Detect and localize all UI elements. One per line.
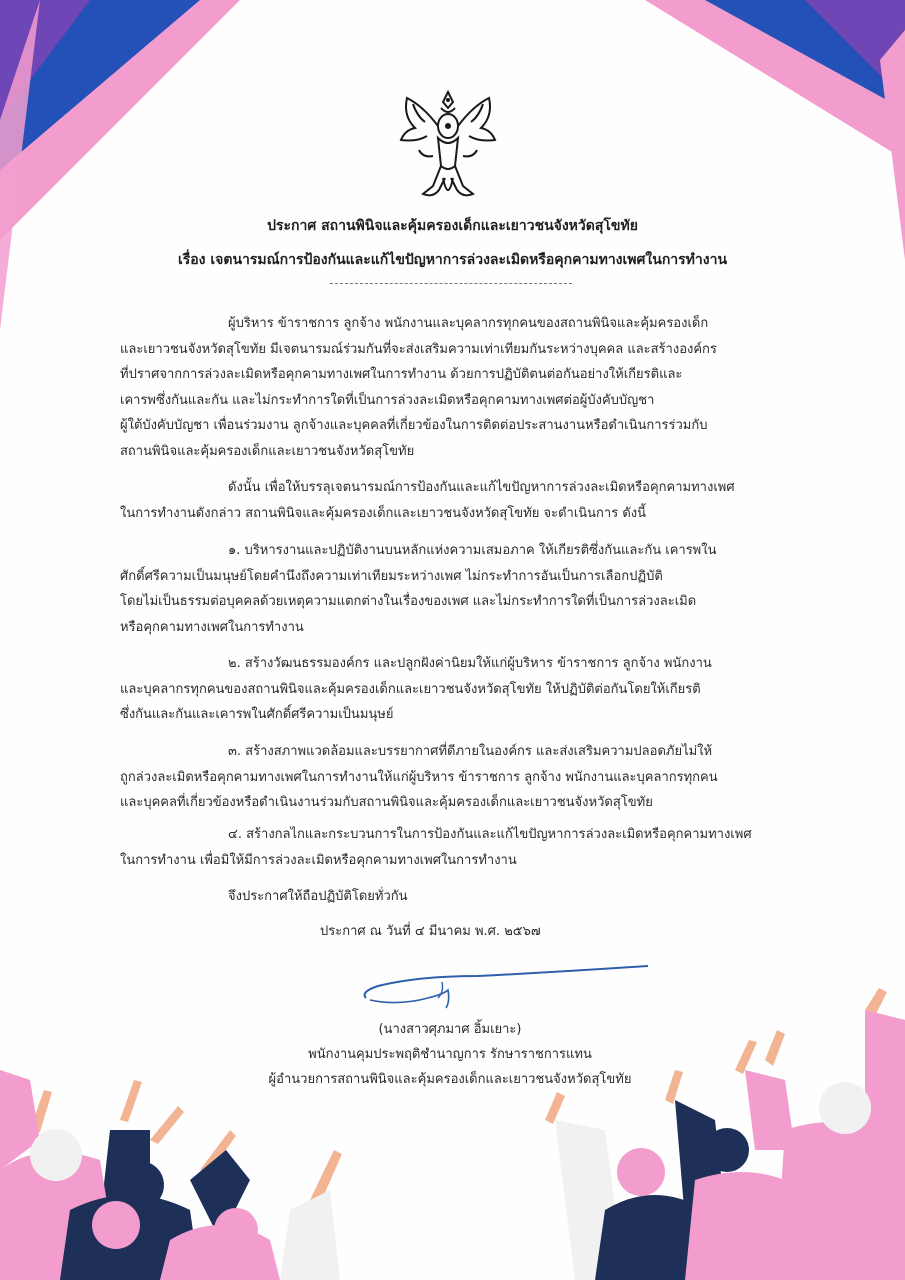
person-head xyxy=(116,1161,164,1209)
raised-hand-left xyxy=(120,1080,142,1122)
signatory-name: (นางสาวศุภมาศ อิ้มเยาะ) xyxy=(378,1022,522,1037)
person-left xyxy=(280,1190,340,1280)
item-3-line: และบุคคลที่เกี่ยวข้องหรือดำเนินงานร่วมกับสถานพินิจและคุ้มครองเด็กและเยาวชนจังหวัดสุโขทัย xyxy=(120,795,653,810)
person-head xyxy=(214,1208,258,1252)
person-head xyxy=(819,1082,871,1134)
item-2-line: และบุคลากรทุกคนของสถานพินิจและคุ้มครองเด็กและเยาวชนจังหวัดสุโขทัย ให้ปฏิบัติต่อกันโดยให้เกียรติ xyxy=(120,681,701,697)
therefore-line: ในการทำงานดังกล่าว สถานพินิจและคุ้มครองเด็กและเยาวชนจังหวัดสุโขทัย จะดำเนินการ ดังนี้ xyxy=(120,505,647,521)
item-1-paragraph xyxy=(120,538,782,640)
corner-decoration-left xyxy=(0,0,240,330)
item-2-line: ๒. สร้างวัฒนธรรมองค์กร และปลูกฝังค่านิยมให้แก่ผู้บริหาร ข้าราชการ ลูกจ้าง พนักงาน xyxy=(228,656,712,671)
person-head xyxy=(723,1176,767,1220)
signatory-position: พนักงานคุมประพฤติชำนาญการ รักษาราชการแทน xyxy=(308,1047,592,1062)
person-head xyxy=(30,1129,82,1181)
intro-line: ผู้บริหาร ข้าราชการ ลูกจ้าง พนักงานและบุคลากรทุกคนของสถานพินิจและคุ้มครองเด็ก xyxy=(228,316,709,331)
item-4-line: ๔. สร้างกลไกและกระบวนการในการป้องกันและแก้ไขปัญหาการล่วงละเมิดหรือคุกคามทางเพศ xyxy=(228,827,752,842)
announcement-date: ประกาศ ณ วันที่ ๔ มีนาคม พ.ศ. ๒๕๖๗ xyxy=(320,924,541,939)
item-2-line: ซึ่งกันและกันและเคารพในศักดิ์ศรีความเป็นมนุษย์ xyxy=(120,707,394,722)
intro-line: ผู้ใต้บังคับบัญชา เพื่อนร่วมงาน ลูกจ้างและบุคคลที่เกี่ยวข้องในการติดต่อประสานงานหรือดำเนินการร่วมกับ xyxy=(120,418,708,433)
item-3-paragraph xyxy=(120,739,782,816)
item-1-line: หรือคุกคามทางเพศในการทำงาน xyxy=(120,619,304,635)
person-head xyxy=(617,1148,665,1196)
crowd-illustration-left xyxy=(0,980,360,1280)
crowd-illustration-right xyxy=(545,980,905,1280)
therefore-paragraph xyxy=(120,475,782,526)
title-divider xyxy=(330,283,572,284)
item-1-line: ศักดิ์ศรีความเป็นมนุษย์โดยคำนึงถึงความเท่าเทียมระหว่างเพศ ไม่กระทำการอันเป็นการเลือกปฏิบัติ xyxy=(120,568,663,584)
raised-hand-right xyxy=(665,1070,683,1104)
therefore-line: ดังนั้น เพื่อให้บรรลุเจตนารมณ์การป้องกันและแก้ไขปัญหาการล่วงละเมิดหรือคุกคามทางเพศ xyxy=(228,480,735,495)
signatory-position-acting: ผู้อำนวยการสถานพินิจและคุ้มครองเด็กและเยาวชนจังหวัดสุโขทัย xyxy=(268,1072,632,1087)
raised-hand-right xyxy=(735,1040,757,1074)
raised-hand-left xyxy=(150,1106,184,1144)
item-3-line: ๓. สร้างสภาพแวดล้อมและบรรยากาศที่ดีภายในองค์กร และส่งเสริมความปลอดภัยไม่ให้ xyxy=(228,744,713,759)
item-1-line: ๑. บริหารงานและปฏิบัติงานบนหลักแห่งความเสมอภาค ให้เกียรติซึ่งกันและกัน เคารพใน xyxy=(228,543,717,558)
item-4-paragraph xyxy=(120,822,782,873)
closing-statement: จึงประกาศให้ถือปฏิบัติโดยทั่วกัน xyxy=(228,889,408,904)
raised-hand-right xyxy=(545,1092,565,1124)
intro-paragraph xyxy=(120,311,782,464)
item-1-line: โดยไม่เป็นธรรมต่อบุคคลด้วยเหตุความแตกต่างในเรื่องของเพศ และไม่กระทำการใดที่เป็นการล่วงละเมิด xyxy=(120,594,697,609)
item-2-paragraph xyxy=(120,651,782,728)
person-head xyxy=(705,1128,749,1172)
person-right xyxy=(775,1122,905,1280)
item-3-line: ถูกล่วงละเมิดหรือคุกคามทางเพศในการทำงานให้แก่ผู้บริหาร ข้าราชการ ลูกจ้าง พนักงานและบุคลากรทุกคน xyxy=(120,769,718,785)
announcement-subject: เรื่อง เจตนารมณ์การป้องกันและแก้ไขปัญหาการล่วงละเมิดหรือคุกคามทางเพศในการทำงาน xyxy=(177,252,728,268)
announcement-title: ประกาศ สถานพินิจและคุ้มครองเด็กและเยาวชนจังหวัดสุโขทัย xyxy=(267,218,638,234)
intro-line: และเยาวชนจังหวัดสุโขทัย มีเจตนารมณ์ร่วมกันที่จะส่งเสริมความเท่าเทียมกันระหว่างบุคคล และสร้างองค์กร xyxy=(120,341,717,357)
intro-line: ที่ปราศจากการล่วงละเมิดหรือคุกคามทางเพศในการทำงาน ด้วยการปฏิบัติตนต่อกันอย่างให้เกียรติและ xyxy=(120,367,683,382)
item-4-line: ในการทำงาน เพื่อมิให้มีการล่วงละเมิดหรือคุกคามทางเพศในการทำงาน xyxy=(120,852,517,868)
person-head xyxy=(92,1201,140,1249)
intro-line: สถานพินิจและคุ้มครองเด็กและเยาวชนจังหวัดสุโขทัย xyxy=(120,443,415,459)
intro-line: เคารพซึ่งกันและกัน และไม่กระทำการใดที่เป็นการล่วงละเมิดหรือคุกคามทางเพศต่อผู้บังคับบัญชา xyxy=(120,392,655,408)
raised-hand-right xyxy=(765,1030,785,1066)
garuda-emblem-icon xyxy=(393,86,503,208)
